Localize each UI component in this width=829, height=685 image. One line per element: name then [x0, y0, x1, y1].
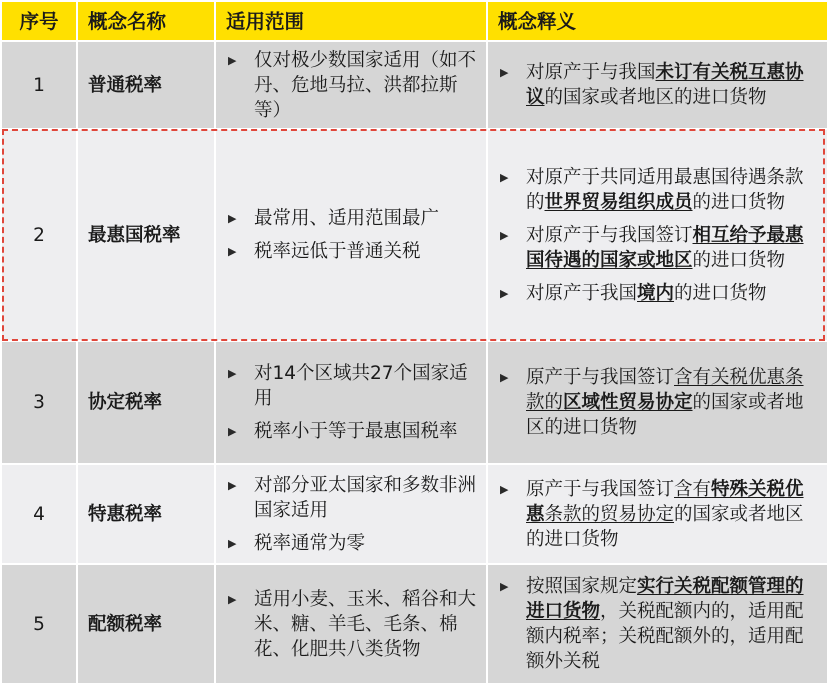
row2-scope-item-1: ▶ 最常用、适用范围最广: [222, 206, 478, 231]
row5-def-item-1: ▶ 按照国家规定实行关税配额管理的进口货物，关税配额内的，适用配额内税率；关税配额外的，适用配额外关税: [494, 574, 819, 674]
row2-definition: [488, 130, 827, 340]
row5-scope: [216, 565, 486, 683]
row3-no: 3: [2, 342, 76, 463]
row5-name: 配额税率: [78, 565, 214, 683]
row2-no: 2: [2, 130, 76, 340]
row1-definition: [488, 42, 827, 128]
row2-def-item-3: ▶ 对原产于我国境内的进口货物: [494, 281, 819, 306]
row3-scope-item-2: ▶ 税率小于等于最惠国税率: [222, 419, 478, 444]
row2-name: 最惠国税率: [78, 130, 214, 340]
header-scope: 适用范围: [216, 2, 486, 40]
row4-scope-item-1: ▶ 对部分亚太国家和多数非洲国家适用: [222, 473, 478, 523]
row1-scope-item-1: ▶ 仅对极少数国家适用（如不丹、危地马拉、洪都拉斯等）: [222, 48, 478, 123]
row5-definition: [488, 565, 827, 683]
row4-name: 特惠税率: [78, 465, 214, 563]
row3-scope: [216, 342, 486, 463]
header-no: 序号: [2, 2, 76, 40]
row1-def-item-1: ▶ 对原产于与我国未订有关税互惠协议的国家或者地区的进口货物: [494, 60, 819, 110]
row5-scope-item-1: ▶ 适用小麦、玉米、稻谷和大米、糖、羊毛、毛条、棉花、化肥共八类货物: [222, 587, 478, 662]
row3-name: 协定税率: [78, 342, 214, 463]
row2-def-item-1: ▶ 对原产于共同适用最惠国待遇条款的世界贸易组织成员的进口货物: [494, 165, 819, 215]
row3-def-item-1: ▶ 原产于与我国签订含有关税优惠条款的区域性贸易协定的国家或者地区的进口货物: [494, 365, 819, 440]
header-name: 概念名称: [78, 2, 214, 40]
row3-definition: [488, 342, 827, 463]
row3-scope-item-1: ▶ 对14个区域共27个国家适用: [222, 361, 478, 411]
row4-scope: [216, 465, 486, 563]
row4-scope-item-2: ▶ 税率通常为零: [222, 531, 478, 556]
row4-def-item-1: ▶ 原产于与我国签订含有特殊关税优惠条款的贸易协定的国家或者地区的进口货物: [494, 477, 819, 552]
row2-scope-item-2: ▶ 税率远低于普通关税: [222, 239, 478, 264]
row1-no: 1: [2, 42, 76, 128]
row1-scope: [216, 42, 486, 128]
row2-scope: [216, 130, 486, 340]
row5-no: 5: [2, 565, 76, 683]
header-definition: 概念释义: [488, 2, 827, 40]
row4-definition: [488, 465, 827, 563]
row1-name: 普通税率: [78, 42, 214, 128]
row4-no: 4: [2, 465, 76, 563]
row2-def-item-2: ▶ 对原产于与我国签订相互给予最惠国待遇的国家或地区的进口货物: [494, 223, 819, 273]
